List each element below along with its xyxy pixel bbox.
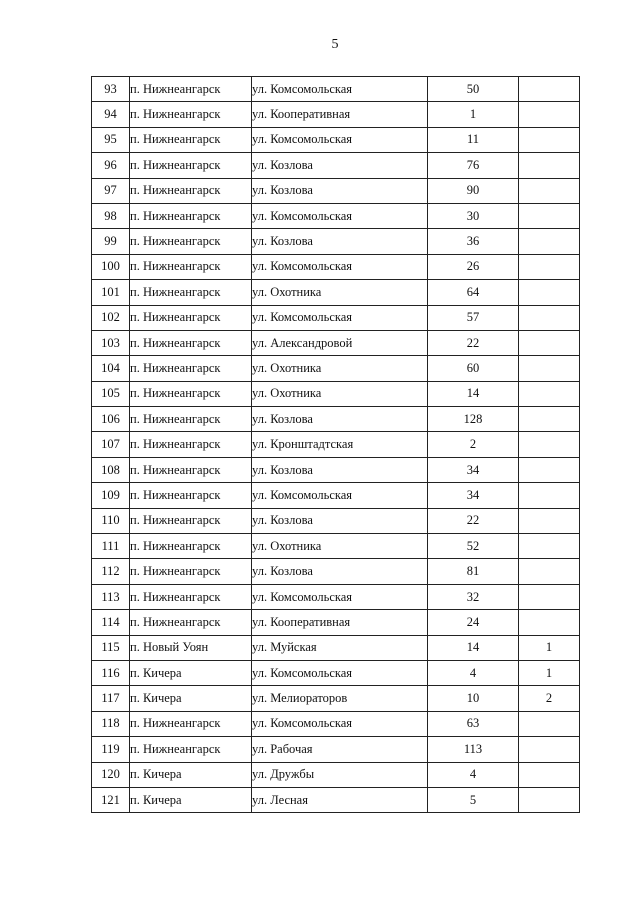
row-number-cell: 111 (92, 534, 130, 559)
table-row (92, 254, 580, 279)
address-table (91, 76, 580, 813)
extra-value-cell (519, 483, 580, 508)
house-number-cell: 64 (428, 280, 519, 305)
street-cell: ул. Козлова (252, 457, 428, 482)
table-row (92, 660, 580, 685)
house-number-cell: 2 (428, 432, 519, 457)
table-row (92, 711, 580, 736)
row-number-cell: 118 (92, 711, 130, 736)
extra-value-cell (519, 584, 580, 609)
house-number-cell: 14 (428, 635, 519, 660)
settlement-cell: п. Нижнеангарск (130, 457, 252, 482)
table-row (92, 330, 580, 355)
street-cell: ул. Кооперативная (252, 610, 428, 635)
street-cell: ул. Комсомольская (252, 77, 428, 102)
extra-value-cell (519, 330, 580, 355)
extra-value-cell (519, 102, 580, 127)
address-table-body (92, 77, 580, 813)
row-number-cell: 116 (92, 660, 130, 685)
settlement-cell: п. Нижнеангарск (130, 229, 252, 254)
row-number-cell: 93 (92, 77, 130, 102)
table-row (92, 432, 580, 457)
street-cell: ул. Комсомольская (252, 584, 428, 609)
street-cell: ул. Комсомольская (252, 483, 428, 508)
settlement-cell: п. Нижнеангарск (130, 254, 252, 279)
house-number-cell: 5 (428, 787, 519, 812)
street-cell: ул. Козлова (252, 229, 428, 254)
row-number-cell: 115 (92, 635, 130, 660)
extra-value-cell (519, 534, 580, 559)
row-number-cell: 104 (92, 356, 130, 381)
extra-value-cell (519, 280, 580, 305)
row-number-cell: 94 (92, 102, 130, 127)
house-number-cell: 4 (428, 762, 519, 787)
settlement-cell: п. Нижнеангарск (130, 102, 252, 127)
house-number-cell: 22 (428, 508, 519, 533)
table-row (92, 77, 580, 102)
house-number-cell: 36 (428, 229, 519, 254)
street-cell: ул. Комсомольская (252, 127, 428, 152)
extra-value-cell: 2 (519, 686, 580, 711)
settlement-cell: п. Нижнеангарск (130, 407, 252, 432)
row-number-cell: 95 (92, 127, 130, 152)
table-row (92, 584, 580, 609)
extra-value-cell (519, 229, 580, 254)
street-cell: ул. Рабочая (252, 737, 428, 762)
house-number-cell: 50 (428, 77, 519, 102)
house-number-cell: 11 (428, 127, 519, 152)
settlement-cell: п. Нижнеангарск (130, 280, 252, 305)
house-number-cell: 52 (428, 534, 519, 559)
settlement-cell: п. Кичера (130, 762, 252, 787)
street-cell: ул. Комсомольская (252, 660, 428, 685)
row-number-cell: 97 (92, 178, 130, 203)
settlement-cell: п. Новый Уоян (130, 635, 252, 660)
settlement-cell: п. Нижнеангарск (130, 356, 252, 381)
street-cell: ул. Комсомольская (252, 203, 428, 228)
row-number-cell: 105 (92, 381, 130, 406)
extra-value-cell (519, 762, 580, 787)
house-number-cell: 22 (428, 330, 519, 355)
row-number-cell: 119 (92, 737, 130, 762)
street-cell: ул. Козлова (252, 178, 428, 203)
house-number-cell: 10 (428, 686, 519, 711)
row-number-cell: 117 (92, 686, 130, 711)
house-number-cell: 57 (428, 305, 519, 330)
house-number-cell: 34 (428, 483, 519, 508)
settlement-cell: п. Нижнеангарск (130, 584, 252, 609)
row-number-cell: 98 (92, 203, 130, 228)
street-cell: ул. Муйская (252, 635, 428, 660)
table-row (92, 737, 580, 762)
settlement-cell: п. Нижнеангарск (130, 178, 252, 203)
settlement-cell: п. Нижнеангарск (130, 153, 252, 178)
table-row (92, 305, 580, 330)
house-number-cell: 14 (428, 381, 519, 406)
settlement-cell: п. Нижнеангарск (130, 432, 252, 457)
extra-value-cell (519, 787, 580, 812)
settlement-cell: п. Нижнеангарск (130, 610, 252, 635)
house-number-cell: 60 (428, 356, 519, 381)
street-cell: ул. Дружбы (252, 762, 428, 787)
table-row (92, 127, 580, 152)
house-number-cell: 26 (428, 254, 519, 279)
row-number-cell: 100 (92, 254, 130, 279)
extra-value-cell (519, 711, 580, 736)
street-cell: ул. Охотника (252, 381, 428, 406)
row-number-cell: 103 (92, 330, 130, 355)
extra-value-cell (519, 153, 580, 178)
table-row (92, 102, 580, 127)
row-number-cell: 99 (92, 229, 130, 254)
extra-value-cell (519, 610, 580, 635)
street-cell: ул. Козлова (252, 407, 428, 432)
extra-value-cell (519, 457, 580, 482)
table-row (92, 787, 580, 812)
street-cell: ул. Комсомольская (252, 254, 428, 279)
row-number-cell: 109 (92, 483, 130, 508)
extra-value-cell (519, 356, 580, 381)
settlement-cell: п. Нижнеангарск (130, 203, 252, 228)
extra-value-cell (519, 381, 580, 406)
table-row (92, 686, 580, 711)
house-number-cell: 81 (428, 559, 519, 584)
street-cell: ул. Козлова (252, 508, 428, 533)
extra-value-cell (519, 407, 580, 432)
table-row (92, 178, 580, 203)
extra-value-cell (519, 127, 580, 152)
row-number-cell: 110 (92, 508, 130, 533)
table-row (92, 559, 580, 584)
row-number-cell: 101 (92, 280, 130, 305)
page-number: 5 (331, 37, 339, 52)
table-row (92, 508, 580, 533)
street-cell: ул. Комсомольская (252, 711, 428, 736)
settlement-cell: п. Нижнеангарск (130, 483, 252, 508)
row-number-cell: 106 (92, 407, 130, 432)
house-number-cell: 113 (428, 737, 519, 762)
table-row (92, 610, 580, 635)
extra-value-cell (519, 77, 580, 102)
house-number-cell: 128 (428, 407, 519, 432)
row-number-cell: 112 (92, 559, 130, 584)
extra-value-cell (519, 254, 580, 279)
table-row (92, 203, 580, 228)
row-number-cell: 121 (92, 787, 130, 812)
street-cell: ул. Охотника (252, 534, 428, 559)
row-number-cell: 113 (92, 584, 130, 609)
house-number-cell: 30 (428, 203, 519, 228)
row-number-cell: 107 (92, 432, 130, 457)
settlement-cell: п. Нижнеангарск (130, 711, 252, 736)
house-number-cell: 1 (428, 102, 519, 127)
settlement-cell: п. Нижнеангарск (130, 559, 252, 584)
table-row (92, 762, 580, 787)
street-cell: ул. Кооперативная (252, 102, 428, 127)
row-number-cell: 120 (92, 762, 130, 787)
extra-value-cell (519, 559, 580, 584)
street-cell: ул. Комсомольская (252, 305, 428, 330)
row-number-cell: 96 (92, 153, 130, 178)
table-row (92, 407, 580, 432)
house-number-cell: 32 (428, 584, 519, 609)
street-cell: ул. Александровой (252, 330, 428, 355)
house-number-cell: 63 (428, 711, 519, 736)
street-cell: ул. Охотника (252, 280, 428, 305)
extra-value-cell (519, 737, 580, 762)
street-cell: ул. Козлова (252, 559, 428, 584)
settlement-cell: п. Нижнеангарск (130, 737, 252, 762)
house-number-cell: 90 (428, 178, 519, 203)
row-number-cell: 114 (92, 610, 130, 635)
extra-value-cell (519, 178, 580, 203)
house-number-cell: 76 (428, 153, 519, 178)
table-row (92, 229, 580, 254)
extra-value-cell: 1 (519, 635, 580, 660)
table-row (92, 356, 580, 381)
street-cell: ул. Кронштадтская (252, 432, 428, 457)
table-row (92, 381, 580, 406)
settlement-cell: п. Кичера (130, 660, 252, 685)
settlement-cell: п. Нижнеангарск (130, 534, 252, 559)
row-number-cell: 102 (92, 305, 130, 330)
table-row (92, 534, 580, 559)
street-cell: ул. Охотника (252, 356, 428, 381)
settlement-cell: п. Кичера (130, 686, 252, 711)
table-row (92, 483, 580, 508)
street-cell: ул. Козлова (252, 153, 428, 178)
table-row (92, 280, 580, 305)
street-cell: ул. Мелиораторов (252, 686, 428, 711)
extra-value-cell: 1 (519, 660, 580, 685)
settlement-cell: п. Нижнеангарск (130, 305, 252, 330)
extra-value-cell (519, 203, 580, 228)
table-row (92, 635, 580, 660)
extra-value-cell (519, 508, 580, 533)
settlement-cell: п. Нижнеангарск (130, 508, 252, 533)
settlement-cell: п. Нижнеангарск (130, 127, 252, 152)
settlement-cell: п. Нижнеангарск (130, 330, 252, 355)
house-number-cell: 24 (428, 610, 519, 635)
house-number-cell: 4 (428, 660, 519, 685)
street-cell: ул. Лесная (252, 787, 428, 812)
extra-value-cell (519, 432, 580, 457)
extra-value-cell (519, 305, 580, 330)
settlement-cell: п. Кичера (130, 787, 252, 812)
settlement-cell: п. Нижнеангарск (130, 77, 252, 102)
table-row (92, 457, 580, 482)
table-row (92, 153, 580, 178)
row-number-cell: 108 (92, 457, 130, 482)
house-number-cell: 34 (428, 457, 519, 482)
settlement-cell: п. Нижнеангарск (130, 381, 252, 406)
